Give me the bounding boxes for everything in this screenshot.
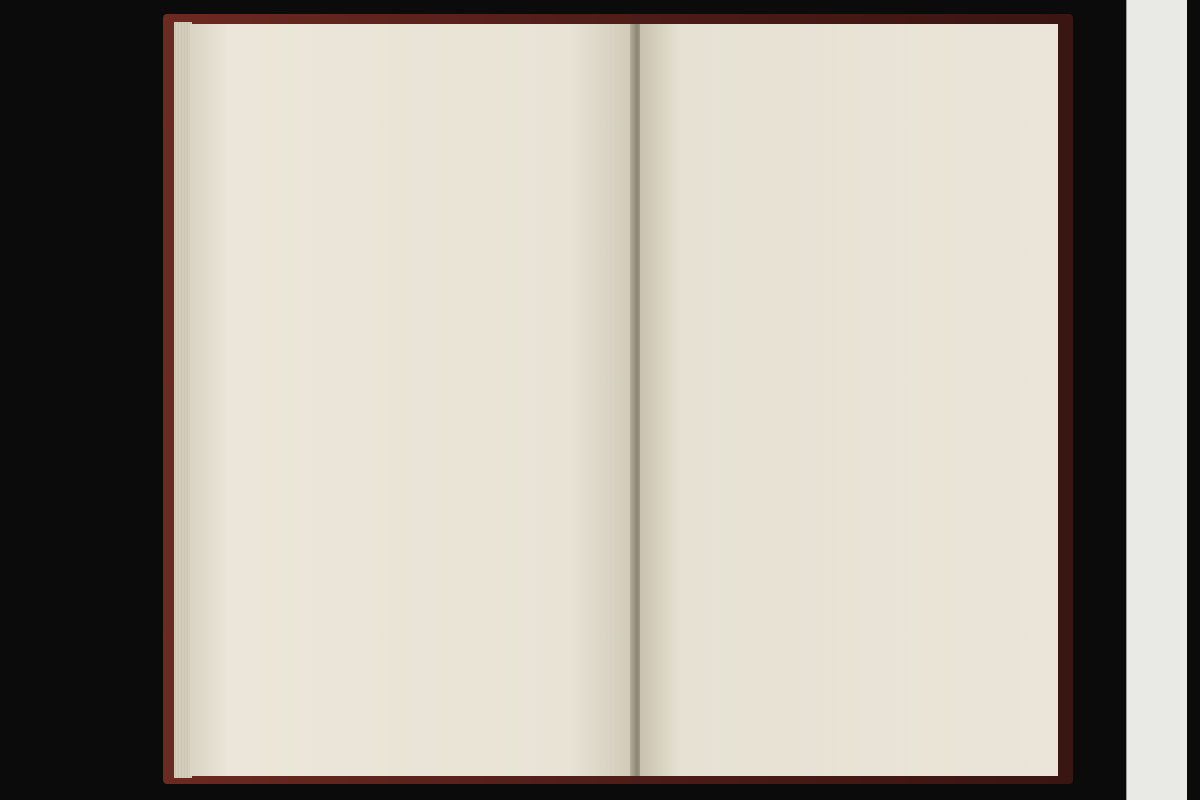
right-page	[640, 24, 1058, 776]
left-page	[190, 24, 636, 776]
da-capo-line	[260, 54, 622, 72]
left-entrance	[260, 86, 622, 104]
right-catchword	[662, 120, 1044, 138]
measuring-ruler	[1126, 0, 1187, 800]
left-catchword	[260, 109, 622, 127]
right-entrance	[662, 96, 1044, 114]
